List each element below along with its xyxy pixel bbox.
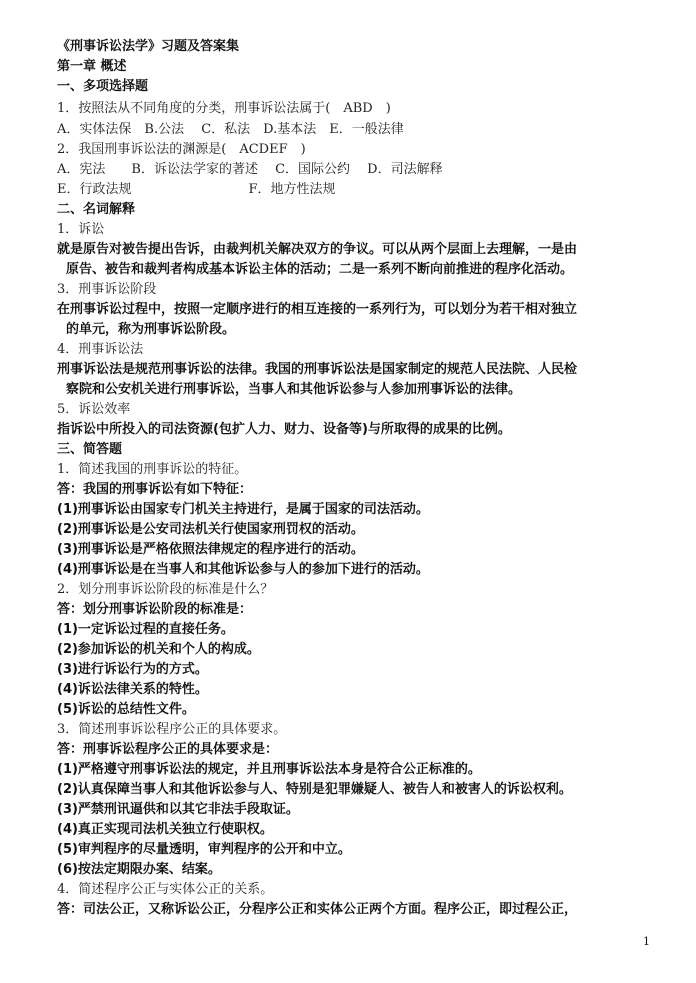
short-question: 2．划分刑事诉讼阶段的标准是什么？ <box>57 582 274 597</box>
answer-item: (5)诉讼的总结性文件。 <box>57 702 195 717</box>
term-definition-line: 原告、被告和裁判者构成基本诉讼主体的活动；二是一系列不断向前推进的程序化活动。 <box>66 262 574 277</box>
term-definition-line: 在刑事诉讼过程中，按照一定顺序进行的相互连接的一系列行为，可以划分为若干相对独立 <box>57 302 578 317</box>
section-heading-terms: 二、名词解释 <box>57 202 136 217</box>
answer-item: (1)一定诉讼过程的直接任务。 <box>57 622 234 637</box>
answer-item: (6)按法定期限办案、结案。 <box>57 862 221 877</box>
mc-question-2: 2．我国刑事诉讼法的渊源是( ACDEF ) <box>57 142 306 157</box>
answer-item: (1)严格遵守刑事诉讼法的规定，并且刑事诉讼法本身是符合公正标准的。 <box>57 762 481 777</box>
answer-item: (4)诉讼法律关系的特性。 <box>57 682 208 697</box>
short-question: 4．简述程序公正与实体公正的关系。 <box>57 882 274 897</box>
term-definition-line: 刑事诉讼法是规范刑事诉讼的法律。我国的刑事诉讼法是国家制定的规范人民法院、人民检 <box>57 362 578 377</box>
page-number: 1 <box>643 935 650 948</box>
short-question: 3．简述刑事诉讼程序公正的具体要求。 <box>57 722 287 737</box>
answer-intro: 答：刑事诉讼程序公正的具体要求是： <box>57 742 279 757</box>
answer-item: (3)刑事诉讼是严格依照法律规定的程序进行的活动。 <box>57 542 364 557</box>
answer-item: (5)审判程序的尽量透明，审判程序的公开和中立。 <box>57 842 351 857</box>
answer-item: (4)刑事诉讼是在当事人和其他诉讼参与人的参加下进行的活动。 <box>57 562 429 577</box>
mc-options-1: A．实体法保 B.公法 C．私法 D.基本法 E．一般法律 <box>57 122 404 137</box>
term-heading: 3．刑事诉讼阶段 <box>57 282 157 297</box>
answer-intro: 答：我国的刑事诉讼有如下特征： <box>57 482 253 497</box>
answer-item: (3)严禁刑讯逼供和以其它非法手段取证。 <box>57 802 299 817</box>
term-definition-line: 的单元，称为刑事诉讼阶段。 <box>66 322 236 337</box>
mc-question-1: 1．按照法从不同角度的分类，刑事诉讼法属于( ABD ) <box>57 101 391 116</box>
answer-item: (3)进行诉讼行为的方式。 <box>57 662 208 677</box>
answer-intro: 答：司法公正，又称诉讼公正，分程序公正和实体公正两个方面。程序公正，即过程公正， <box>57 902 578 917</box>
short-question: 1．简述我国的刑事诉讼的特征。 <box>57 462 248 477</box>
mc-options-2a: A．宪法 B．诉讼法学家的著述 C．国际公约 D．司法解释 <box>57 162 443 177</box>
term-definition-line: 就是原告对被告提出告诉，由裁判机关解决双方的争议。可以从两个层面上去理解，一是由 <box>57 242 578 257</box>
section-heading-multiple-choice: 一、多项选择题 <box>57 79 149 94</box>
answer-item: (1)刑事诉讼由国家专门机关主持进行，是属于国家的司法活动。 <box>57 502 429 517</box>
term-definition-line: 指诉讼中所投入的司法资源(包扩人力、财力、设备等)与所取得的成果的比例。 <box>57 422 511 437</box>
mc-options-2b: E．行政法规 F．地方性法规 <box>57 182 336 197</box>
answer-intro: 答：划分刑事诉讼阶段的标准是： <box>57 602 253 617</box>
answer-item: (2)参加诉讼的机关和个人的构成。 <box>57 642 260 657</box>
term-definition-line: 察院和公安机关进行刑事诉讼，当事人和其他诉讼参与人参加刑事诉讼的法律。 <box>66 382 522 397</box>
term-heading: 5．诉讼效率 <box>57 402 131 417</box>
document-title: 《刑事诉讼法学》习题及答案集 <box>57 39 240 54</box>
term-heading: 1．诉讼 <box>57 222 105 237</box>
answer-item: (2)刑事诉讼是公安司法机关行使国家刑罚权的活动。 <box>57 522 364 537</box>
term-heading: 4．刑事诉讼法 <box>57 342 144 357</box>
answer-item: (4)真正实现司法机关独立行使职权。 <box>57 822 273 837</box>
section-heading-short-answer: 三、简答题 <box>57 442 123 457</box>
chapter-heading: 第一章 概述 <box>57 59 127 74</box>
answer-item: (2)认真保障当事人和其他诉讼参与人、特别是犯罪嫌疑人、被告人和被害人的诉讼权利。 <box>57 782 572 797</box>
